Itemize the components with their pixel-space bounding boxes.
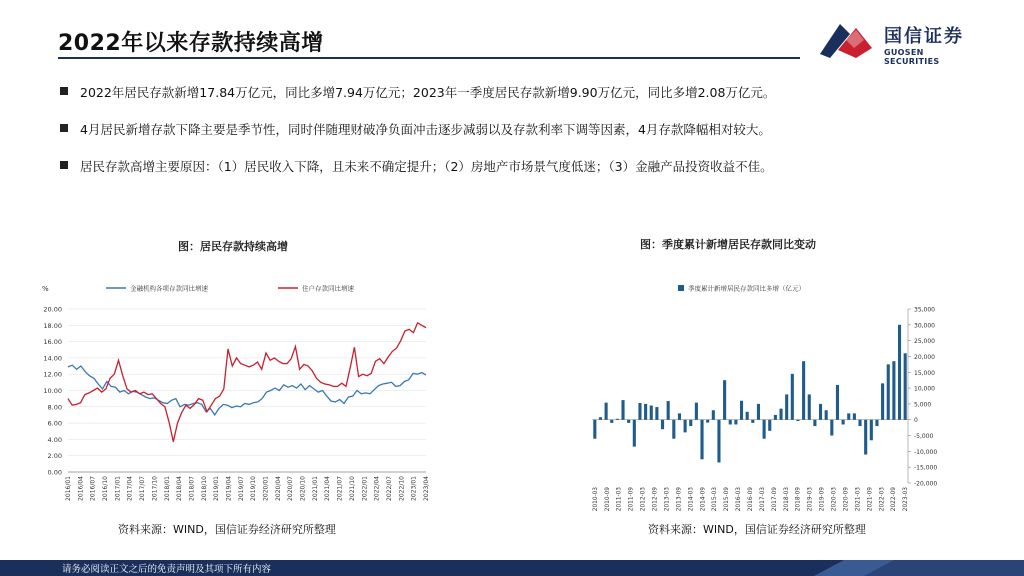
- bar: [757, 404, 760, 420]
- bar: [672, 420, 675, 439]
- bar: [695, 403, 698, 420]
- bar: [768, 420, 771, 431]
- x-tick-label: 2011-03: [616, 487, 623, 512]
- bar: [785, 394, 788, 419]
- bullet-square-icon: [60, 161, 68, 169]
- y-tick-label: 0.00: [47, 468, 62, 477]
- bar: [904, 353, 907, 419]
- bar: [763, 420, 766, 439]
- x-tick-label: 2018-03: [783, 487, 790, 512]
- bar: [706, 420, 709, 423]
- bar: [875, 420, 878, 426]
- x-tick-label: 2022/01: [361, 476, 369, 501]
- x-tick-label: 2017-03: [759, 487, 766, 512]
- bar: [774, 415, 777, 420]
- y-tick-label: 15,000: [914, 369, 935, 377]
- bar: [864, 420, 867, 455]
- x-tick-label: 2014-09: [700, 487, 707, 512]
- y-tick-label: 20,000: [914, 353, 935, 361]
- bar: [610, 420, 613, 423]
- footer-stripe-decoration: [774, 560, 1024, 576]
- x-tick-label: 2020/04: [274, 476, 282, 501]
- y-tick-label: 12.00: [43, 370, 62, 379]
- left-chart-caption: 图：居民存款持续高增: [178, 240, 288, 253]
- x-tick-label: 2021/07: [336, 476, 344, 501]
- footer-bar: [0, 560, 1024, 576]
- x-tick-label: 2020/01: [262, 476, 270, 501]
- x-tick-label: 2016/01: [65, 476, 72, 501]
- bar: [836, 385, 839, 420]
- y-tick-label: 8.00: [47, 403, 62, 412]
- y-tick-label: 35,000: [914, 306, 935, 314]
- bar: [847, 413, 850, 419]
- bar: [729, 420, 732, 425]
- x-tick-label: 2016-09: [748, 487, 754, 512]
- bar: [853, 413, 856, 419]
- x-tick-label: 2021-09: [867, 487, 874, 512]
- x-tick-label: 2018/04: [176, 476, 184, 501]
- legend-label: 金融机构各项存款同比增速: [130, 284, 208, 293]
- legend-swatch: [678, 285, 684, 291]
- x-tick-label: 2019/01: [213, 476, 221, 501]
- x-tick-label: 2019/07: [237, 476, 245, 501]
- bar: [723, 380, 726, 420]
- x-tick-label: 2022/04: [373, 476, 381, 501]
- bar: [779, 409, 782, 420]
- bar: [621, 400, 624, 420]
- bar: [655, 407, 658, 420]
- bar: [667, 401, 670, 420]
- bullet-item: [58, 156, 988, 176]
- y-tick-label: 25,000: [914, 338, 935, 346]
- y-tick-label: 18.00: [43, 321, 62, 330]
- bullet-item: [58, 119, 988, 139]
- legend-label: 季度累计新增居民存款同比多增（亿元）: [688, 284, 805, 293]
- left-chart-source: 资料来源：WIND，国信证券经济研究所整理: [118, 523, 336, 536]
- bar: [593, 420, 596, 439]
- company-logo: [812, 18, 982, 64]
- bar: [796, 420, 799, 421]
- bar: [678, 413, 681, 419]
- bullet-text: 2022年居民存款新增17.84万亿元，同比多增7.94万亿元；2023年一季度居民存款新增9.90万亿元，同比多增2.08万亿元。: [80, 85, 776, 100]
- right-bar-chart: [580, 275, 980, 515]
- bar: [638, 403, 641, 420]
- x-tick-label: 2023-03: [903, 487, 910, 512]
- x-tick-label: 2020-03: [831, 487, 838, 512]
- x-tick-label: 2010-09: [604, 487, 611, 512]
- y-tick-label: 6.00: [47, 419, 62, 428]
- bar: [813, 420, 816, 426]
- x-tick-label: 2023/04: [423, 476, 430, 501]
- x-tick-label: 2011-09: [628, 487, 635, 512]
- bar: [858, 420, 861, 426]
- bar: [712, 410, 715, 419]
- bullet-square-icon: [60, 124, 68, 132]
- x-tick-label: 2015-03: [712, 487, 719, 512]
- y-tick-label: 20.00: [43, 305, 62, 314]
- bullet-text: 居民存款高增主要原因：（1）居民收入下降，且未来不确定提升；（2）房地产市场景气度低迷；（3）金融产品投资收益不佳。: [80, 159, 773, 174]
- bar: [825, 410, 828, 419]
- bullet-text: 4月居民新增存款下降主要是季节性，同时伴随理财破净负面冲击逐步减弱以及存款利率下调等因素，4月存款降幅相对较大。: [80, 122, 771, 137]
- x-tick-label: 2021/01: [311, 476, 319, 501]
- x-tick-label: 2012-03: [640, 487, 647, 512]
- left-line-chart: [28, 275, 448, 515]
- x-tick-label: 2017/04: [126, 476, 134, 501]
- x-tick-label: 2016/07: [89, 476, 97, 501]
- bar: [746, 412, 749, 420]
- x-tick-label: 2013-09: [676, 487, 683, 512]
- x-tick-label: 2017/07: [139, 476, 147, 501]
- bar: [689, 420, 692, 426]
- bar: [700, 420, 703, 460]
- x-tick-label: 2010-03: [592, 487, 599, 512]
- x-tick-label: 2020-09: [843, 487, 850, 512]
- x-tick-label: 2016/04: [77, 476, 85, 501]
- x-tick-label: 2017-09: [771, 487, 778, 512]
- x-tick-label: 2018/01: [163, 476, 171, 501]
- y-tick-label: 10,000: [914, 385, 935, 393]
- y-unit-label: %: [42, 285, 49, 293]
- x-tick-label: 2017/01: [114, 476, 122, 501]
- y-tick-label: -10,000: [914, 448, 938, 456]
- y-tick-label: 5,000: [914, 401, 932, 409]
- bar: [830, 420, 833, 436]
- y-tick-label: 10.00: [43, 387, 62, 395]
- series-line: [68, 323, 426, 442]
- logo-mark-icon: [816, 20, 876, 60]
- x-tick-label: 2021/10: [348, 476, 356, 501]
- y-tick-label: -15,000: [914, 464, 938, 472]
- bar: [842, 420, 845, 425]
- y-tick-label: -5,000: [914, 433, 934, 441]
- x-tick-label: 2018/07: [188, 476, 196, 501]
- y-tick-label: 2.00: [47, 452, 62, 461]
- x-tick-label: 2021/04: [324, 476, 332, 501]
- bar: [740, 401, 743, 420]
- x-tick-label: 2019-03: [807, 487, 814, 512]
- x-tick-label: 2023/01: [410, 476, 418, 501]
- x-tick-label: 2022/07: [385, 476, 393, 501]
- bar: [684, 420, 687, 433]
- x-tick-label: 2018-09: [795, 487, 802, 512]
- bar: [661, 420, 664, 429]
- y-tick-label: 0: [914, 417, 918, 425]
- x-tick-label: 2013-03: [664, 487, 671, 512]
- bar: [791, 374, 794, 420]
- x-tick-label: 2019-09: [819, 487, 826, 512]
- bar: [808, 394, 811, 419]
- bar: [599, 417, 602, 420]
- bar: [644, 404, 647, 420]
- bullet-item: [58, 82, 988, 102]
- logo-text-cn: 国信证券: [884, 26, 964, 47]
- x-tick-label: 2021-03: [855, 487, 862, 512]
- x-tick-label: 2012-09: [652, 487, 659, 512]
- x-tick-label: 2022/10: [398, 476, 406, 501]
- x-tick-label: 2016/10: [102, 476, 110, 501]
- bar: [881, 383, 884, 419]
- right-chart-caption: 图：季度累计新增居民存款同比变动: [640, 238, 816, 251]
- x-tick-label: 2018/10: [200, 476, 208, 501]
- y-tick-label: 16.00: [43, 338, 62, 347]
- bar: [892, 361, 895, 420]
- bar: [802, 361, 805, 420]
- page-title: 2022年以来存款持续高增: [58, 31, 324, 56]
- y-tick-label: 30,000: [914, 322, 935, 330]
- legend-label: 住户存款同比增速: [302, 284, 354, 293]
- bar: [734, 420, 737, 425]
- title-rule: [58, 57, 800, 59]
- bar: [650, 405, 653, 419]
- x-tick-label: 2014-03: [688, 487, 695, 512]
- bar: [627, 420, 630, 423]
- bar: [887, 364, 890, 419]
- x-tick-label: 2016-03: [736, 487, 743, 512]
- right-chart-source: 资料来源：WIND，国信证券经济研究所整理: [648, 523, 866, 536]
- y-tick-label: -20,000: [914, 480, 938, 488]
- x-tick-label: 2015-09: [724, 487, 731, 512]
- x-tick-label: 2020/07: [287, 476, 295, 501]
- bar: [633, 420, 636, 447]
- x-tick-label: 2019/10: [250, 476, 258, 501]
- bar: [616, 419, 619, 420]
- bar: [751, 420, 754, 423]
- y-tick-label: 4.00: [47, 435, 62, 444]
- x-tick-label: 2022-03: [879, 487, 886, 512]
- logo-text-en: GUOSEN SECURITIES: [884, 48, 940, 66]
- bar: [870, 420, 873, 441]
- bar: [898, 325, 901, 420]
- footer-disclaimer: 请务必阅读正文之后的免责声明及其项下所有内容: [62, 564, 272, 575]
- x-tick-label: 2022-09: [891, 487, 898, 512]
- x-tick-label: 2019/04: [225, 476, 233, 501]
- bullet-list: [58, 82, 988, 193]
- bar: [717, 420, 720, 463]
- bar: [605, 403, 608, 420]
- x-tick-label: 2020/10: [299, 476, 307, 501]
- bullet-square-icon: [60, 87, 68, 95]
- x-tick-label: 2017/10: [151, 476, 159, 501]
- y-tick-label: 14.00: [43, 354, 62, 363]
- bar: [819, 404, 822, 420]
